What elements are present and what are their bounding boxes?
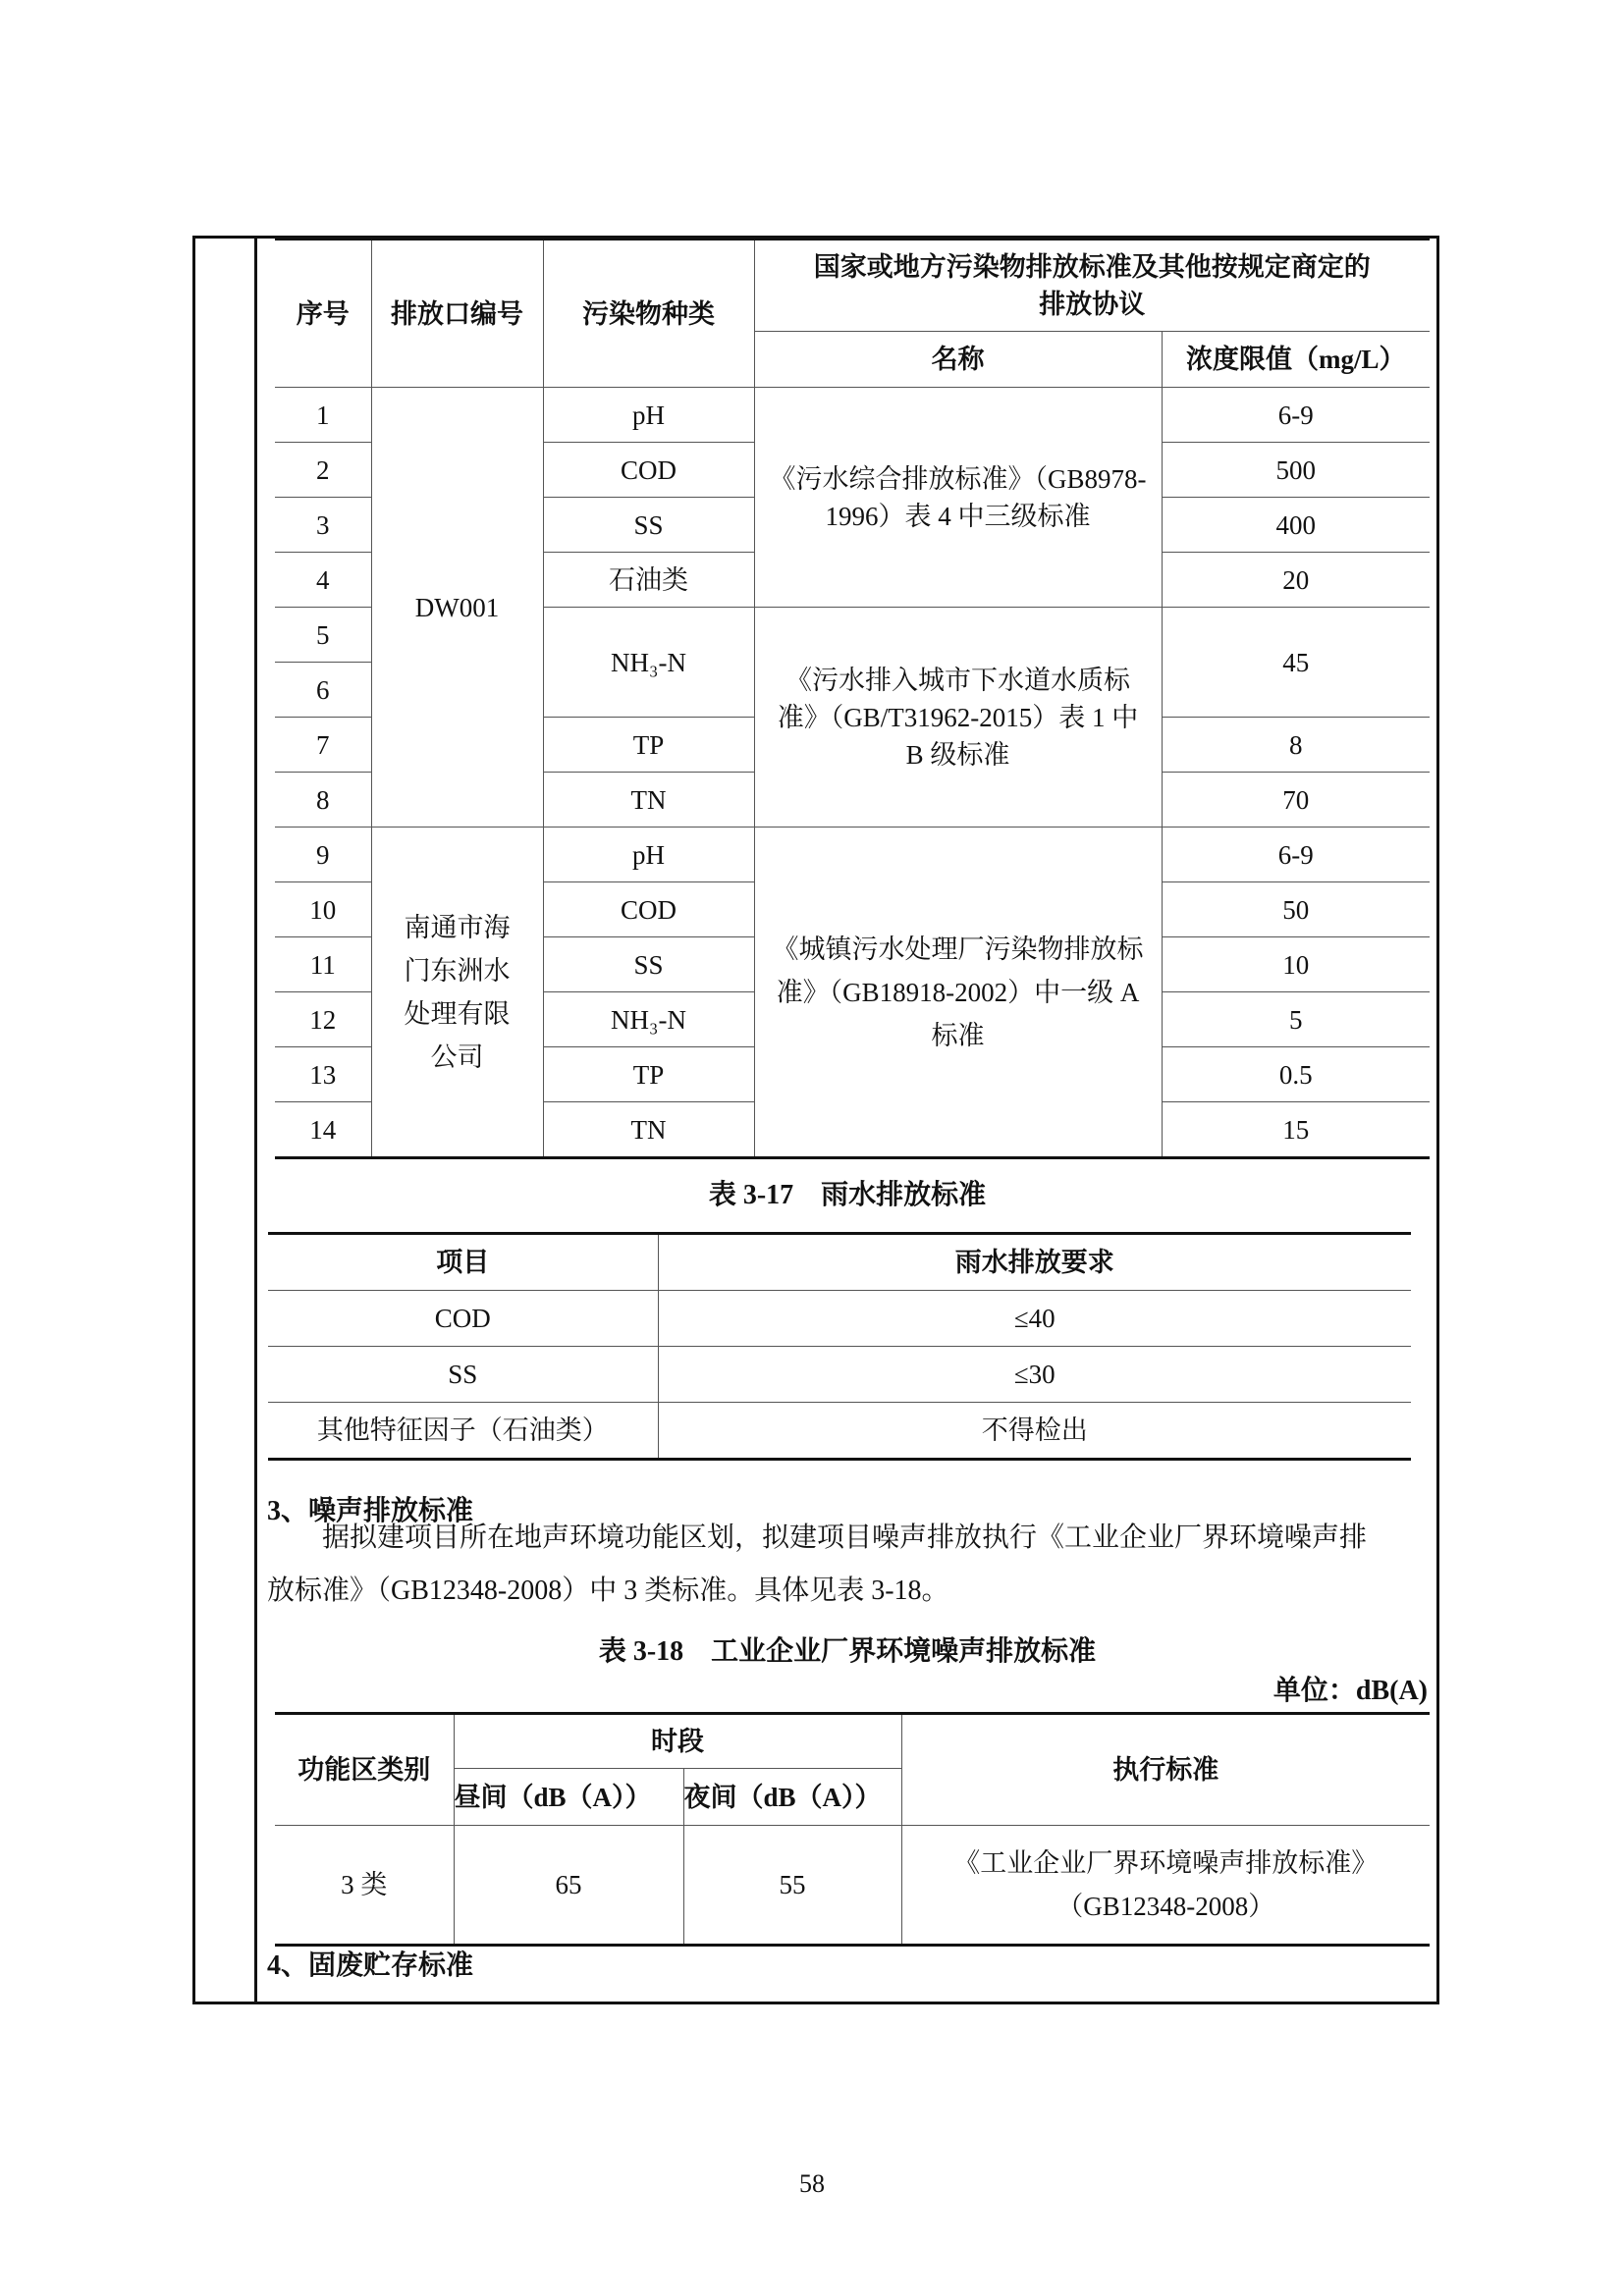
cell-standard-3: 《城镇污水处理厂污染物排放标准》（GB18918-2002）中一级 A 标准 — [754, 828, 1162, 1158]
cell-pollutant: TP — [543, 1047, 754, 1102]
table-row — [268, 1347, 1411, 1403]
cell-standard-2: 《污水排入城市下水道水质标准》（GB/T31962-2015）表 1 中 B 级标准 — [754, 608, 1162, 828]
header-night: 夜间（dB（A）） — [683, 1769, 901, 1826]
header-outlet: 排放口编号 — [371, 240, 543, 388]
cell-pollutant: pH — [543, 828, 754, 882]
cell-night: 55 — [683, 1826, 901, 1946]
cell-standard-1: 《污水综合排放标准》（GB8978-1996）表 4 中三级标准 — [754, 388, 1162, 608]
header-standard: 执行标准 — [901, 1714, 1430, 1826]
cell-limit: 0.5 — [1162, 1047, 1430, 1102]
header-item: 项目 — [268, 1234, 658, 1291]
header-limit: 浓度限值（mg/L） — [1162, 332, 1430, 388]
cell-zone: 3 类 — [275, 1826, 454, 1946]
cell-limit: 6-9 — [1162, 388, 1430, 443]
page-number: 58 — [799, 2169, 825, 2198]
cell-requirement: ≤40 — [658, 1291, 1411, 1347]
section-3-paragraph — [267, 1512, 1428, 1618]
table-row — [275, 388, 1430, 443]
cell-limit: 5 — [1162, 992, 1430, 1047]
header-requirement: 雨水排放要求 — [658, 1234, 1411, 1291]
cell-limit: 8 — [1162, 718, 1430, 773]
frame-divider — [254, 239, 257, 2002]
cell-limit: 10 — [1162, 937, 1430, 992]
cell-pollutant: SS — [543, 498, 754, 553]
cell-seq: 6 — [275, 663, 371, 718]
section-3-para-line1: 据拟建项目所在地声环境功能区划，拟建项目噪声排放执行《工业企业厂界环境噪声排 — [322, 1522, 1368, 1553]
cell-outlet-dw001: DW001 — [371, 388, 543, 828]
section-4-title: 4、固废贮存标准 — [267, 1950, 474, 1981]
cell-seq: 8 — [275, 773, 371, 828]
cell-seq: 9 — [275, 828, 371, 882]
table-row — [268, 1403, 1411, 1460]
cell-day: 65 — [454, 1826, 683, 1946]
cell-item: COD — [268, 1291, 658, 1347]
cell-item: 其他特征因子（石油类） — [268, 1403, 658, 1460]
cell-pollutant: NH₃-N — [543, 992, 754, 1047]
header-standard-group — [754, 240, 1430, 332]
cell-seq: 1 — [275, 388, 371, 443]
header-standard-group-line2: 排放协议 — [1039, 290, 1146, 319]
rainwater-standard-table — [268, 1232, 1411, 1461]
table-3-17-caption: 表 3-17 雨水排放标准 — [708, 1180, 987, 1210]
cell-standard: 《工业企业厂界环境噪声排放标准》（GB12348-2008） — [901, 1826, 1430, 1946]
section-3-para-line2: 放标准》（GB12348-2008）中 3 类标准。具体见表 3-18。 — [267, 1575, 949, 1606]
cell-seq: 10 — [275, 882, 371, 937]
cell-limit: 70 — [1162, 773, 1430, 828]
header-standard-group-line1: 国家或地方污染物排放标准及其他按规定商定的 — [813, 252, 1371, 282]
header-seq: 序号 — [275, 240, 371, 388]
cell-outlet-donghzou: 南通市海门东洲水处理有限公司 — [371, 828, 543, 1158]
cell-requirement: 不得检出 — [658, 1403, 1411, 1460]
cell-seq: 13 — [275, 1047, 371, 1102]
table-3-18-caption: 表 3-18 工业企业厂界环境噪声排放标准 — [598, 1636, 1097, 1667]
discharge-standard-table — [275, 238, 1430, 1159]
table-row — [268, 1291, 1411, 1347]
cell-seq: 14 — [275, 1102, 371, 1158]
cell-limit: 45 — [1162, 608, 1430, 718]
cell-limit: 20 — [1162, 553, 1430, 608]
cell-requirement: ≤30 — [658, 1347, 1411, 1403]
cell-item: SS — [268, 1347, 658, 1403]
cell-seq: 12 — [275, 992, 371, 1047]
table-row — [275, 828, 1430, 882]
cell-pollutant: 石油类 — [543, 553, 754, 608]
header-name: 名称 — [754, 332, 1162, 388]
header-period: 时段 — [454, 1714, 901, 1769]
cell-seq: 11 — [275, 937, 371, 992]
table-3-18-unit: 单位：dB(A) — [1272, 1676, 1428, 1706]
cell-pollutant: pH — [543, 388, 754, 443]
header-day: 昼间（dB（A）） — [454, 1769, 683, 1826]
cell-seq: 4 — [275, 553, 371, 608]
cell-seq: 5 — [275, 608, 371, 663]
cell-limit: 50 — [1162, 882, 1430, 937]
cell-seq: 2 — [275, 443, 371, 498]
cell-limit: 15 — [1162, 1102, 1430, 1158]
cell-pollutant: NH₃-N — [543, 608, 754, 718]
cell-limit: 500 — [1162, 443, 1430, 498]
header-zone: 功能区类别 — [275, 1714, 454, 1826]
cell-pollutant: TP — [543, 718, 754, 773]
cell-seq: 3 — [275, 498, 371, 553]
noise-standard-table — [275, 1712, 1430, 1947]
header-pollutant: 污染物种类 — [543, 240, 754, 388]
cell-limit: 6-9 — [1162, 828, 1430, 882]
table-row — [275, 1826, 1430, 1946]
section-3-title: 3、噪声排放标准 — [267, 1496, 474, 1526]
cell-limit: 400 — [1162, 498, 1430, 553]
cell-pollutant: COD — [543, 882, 754, 937]
cell-pollutant: TN — [543, 1102, 754, 1158]
cell-pollutant: SS — [543, 937, 754, 992]
cell-pollutant: COD — [543, 443, 754, 498]
cell-seq: 7 — [275, 718, 371, 773]
cell-pollutant: TN — [543, 773, 754, 828]
